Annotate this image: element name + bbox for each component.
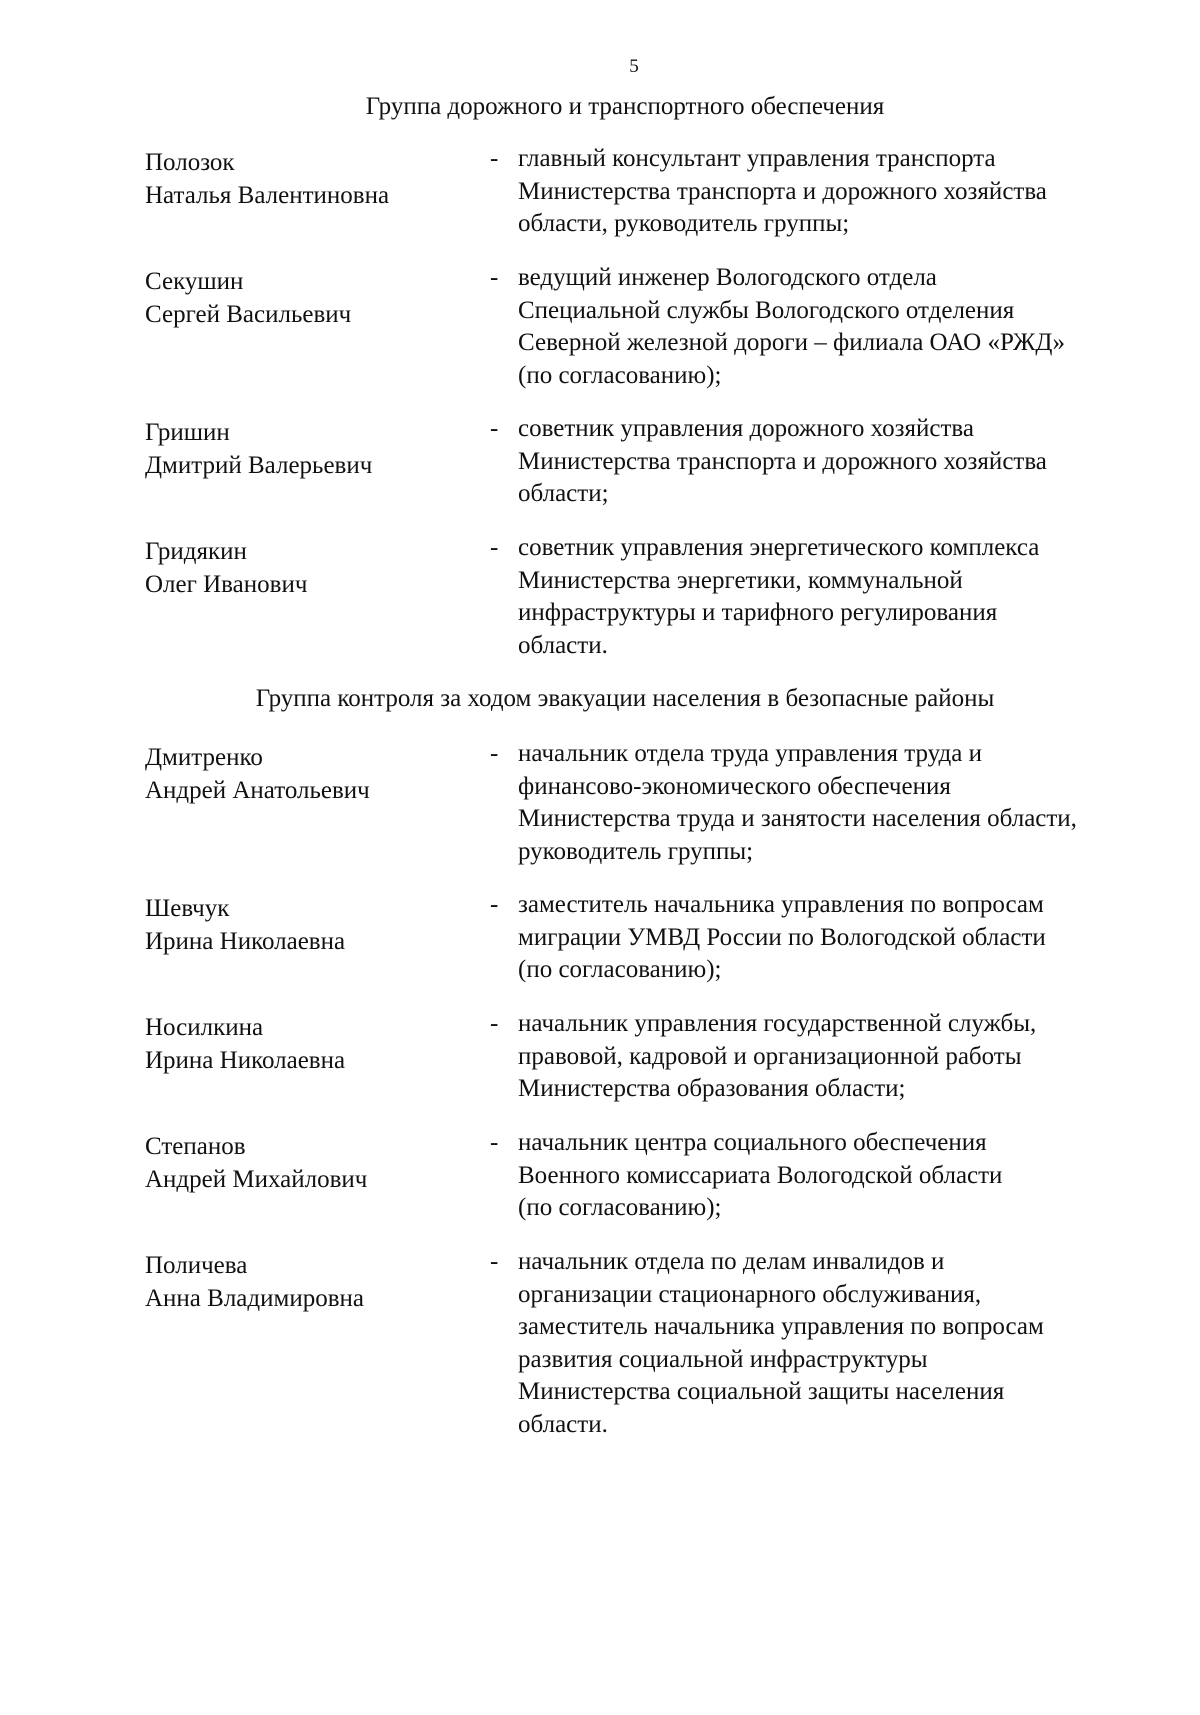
role-line: миграции УМВД России по Вологодской области	[518, 923, 1046, 951]
member-role	[518, 262, 1158, 392]
member-name	[145, 536, 465, 601]
role-line: Специальной службы Вологодского отделения	[518, 296, 1015, 324]
role-line: главный консультант управления транспорта	[518, 145, 996, 172]
role-line: Министерства транспорта и дорожного хозяйства	[518, 447, 1047, 475]
separator-dash: -	[490, 1129, 499, 1156]
separator-dash: -	[490, 1248, 499, 1275]
role-line: Министерства социальной защиты населения	[518, 1378, 1005, 1405]
role-line: Министерства транспорта и дорожного хозяйства	[518, 177, 1047, 205]
role-line: инфраструктуры и тарифного регулирования	[518, 599, 998, 626]
role-line: области, руководитель группы;	[518, 210, 850, 237]
member-given-names: Андрей Анатольевич	[145, 776, 370, 804]
role-line: Военного комиссариата Вологодской области	[518, 1161, 1003, 1189]
role-line: области;	[518, 480, 609, 507]
member-name	[145, 147, 465, 212]
separator-dash: -	[490, 740, 499, 767]
role-line: ведущий инженер Вологодского отдела	[518, 264, 937, 291]
group-title-road-transport: Группа дорожного и транспортного обеспечения	[365, 93, 885, 120]
separator-dash: -	[490, 534, 499, 561]
member-role	[518, 413, 1158, 511]
role-line: заместитель начальника управления по вопросам	[518, 891, 1044, 918]
member-role	[518, 532, 1158, 662]
separator-dash: -	[490, 264, 499, 291]
member-surname: Гришин	[145, 419, 230, 446]
member-given-names: Ирина Николаевна	[145, 1046, 346, 1074]
member-role	[518, 738, 1158, 868]
role-line: области.	[518, 631, 608, 659]
role-line: финансово-экономического обеспечения	[518, 772, 951, 800]
member-surname: Полозок	[145, 149, 235, 176]
page-number: 5	[629, 56, 639, 77]
role-line: советник управления энергетического комплекса	[518, 534, 1040, 561]
member-name	[145, 1012, 465, 1077]
role-line: области.	[518, 1410, 608, 1438]
member-name	[145, 893, 465, 958]
role-line: начальник отдела по делам инвалидов и	[518, 1248, 945, 1275]
member-given-names: Андрей Михайлович	[145, 1165, 368, 1193]
member-given-names: Анна Владимировна	[145, 1284, 364, 1312]
role-line: развития социальной инфраструктуры	[518, 1345, 928, 1373]
member-given-names: Наталья Валентиновна	[145, 181, 390, 209]
member-given-names: Ирина Николаевна	[145, 927, 346, 955]
separator-dash: -	[490, 145, 499, 172]
member-name	[145, 742, 465, 807]
member-role	[518, 1127, 1158, 1225]
role-line: начальник отдела труда управления труда и	[518, 740, 982, 767]
member-role	[518, 1008, 1158, 1106]
group-title-evacuation-control: Группа контроля за ходом эвакуации населения в безопасные районы	[255, 685, 995, 712]
role-line: (по согласованию);	[518, 361, 722, 389]
separator-dash: -	[490, 1010, 499, 1037]
role-line: советник управления дорожного хозяйства	[518, 415, 974, 442]
member-surname: Дмитренко	[145, 744, 263, 771]
role-line: организации стационарного обслуживания,	[518, 1280, 982, 1308]
member-surname: Гридякин	[145, 538, 247, 565]
member-name	[145, 1250, 465, 1315]
member-surname: Секушин	[145, 268, 244, 295]
member-name	[145, 1131, 465, 1196]
member-name	[145, 417, 465, 482]
member-surname: Степанов	[145, 1133, 246, 1160]
member-role	[518, 889, 1158, 987]
member-role	[518, 1246, 1158, 1441]
member-given-names: Дмитрий Валерьевич	[145, 451, 373, 479]
role-line: Северной железной дороги – филиала ОАО «РЖД»	[518, 329, 1065, 356]
member-name	[145, 266, 465, 331]
role-line: Министерства труда и занятости населения области,	[518, 805, 1077, 832]
role-line: Министерства энергетики, коммунальной	[518, 566, 963, 594]
role-line: правовой, кадровой и организационной работы	[518, 1042, 1022, 1070]
member-given-names: Олег Иванович	[145, 570, 308, 598]
member-surname: Шевчук	[145, 895, 230, 922]
member-given-names: Сергей Васильевич	[145, 300, 352, 328]
role-line: Министерства образования области;	[518, 1075, 906, 1102]
member-surname: Поличева	[145, 1252, 248, 1279]
role-line: начальник управления государственной службы,	[518, 1010, 1037, 1037]
role-line: заместитель начальника управления по вопросам	[518, 1313, 1044, 1340]
role-line: начальник центра социального обеспечения	[518, 1129, 987, 1156]
role-line: (по согласованию);	[518, 956, 722, 983]
separator-dash: -	[490, 891, 499, 918]
role-line: (по согласованию);	[518, 1194, 722, 1221]
member-surname: Носилкина	[145, 1014, 264, 1041]
member-role	[518, 143, 1158, 241]
role-line: руководитель группы;	[518, 837, 754, 865]
separator-dash: -	[490, 415, 499, 442]
